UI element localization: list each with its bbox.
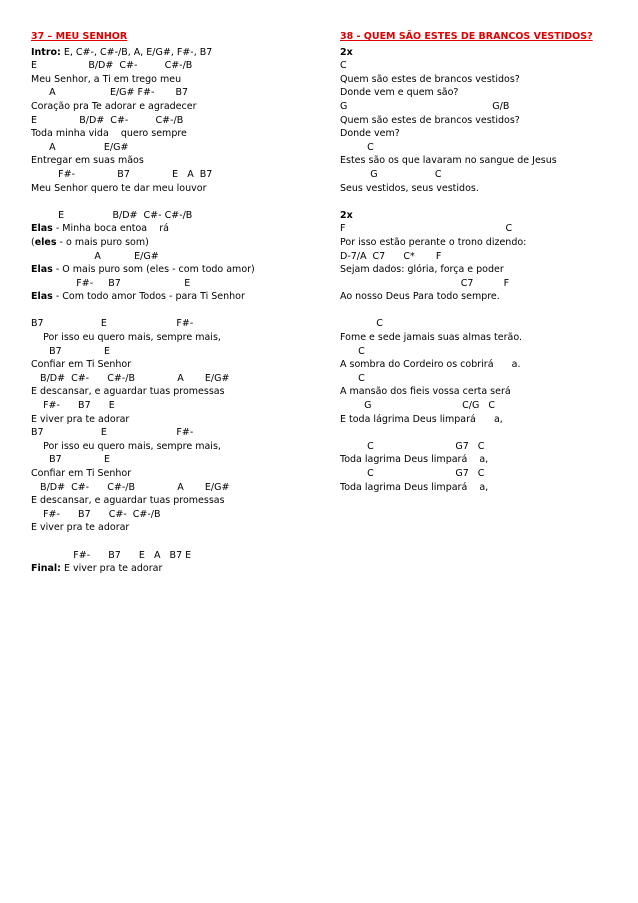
song-line: Por isso estão perante o trono dizendo: [340,236,527,248]
song-line: Por isso eu quero mais, sempre mais, [31,440,221,452]
song-line: Toda lagrima Deus limpará a, [340,481,489,493]
song-line: A E/G# F#- B7 [31,87,189,99]
song-line: Intro: E, C#-, C#-/B, A, E/G#, F#-, B7 [31,46,213,58]
song-line: F#- B7 E [31,277,191,289]
song-line: Final: E viver pra te adorar [31,563,163,575]
left-song-title: 37 – MEU SENHOR [31,31,128,42]
song-line: G C [340,168,442,180]
song-line: Meu Senhor, a Ti em trego meu [31,73,182,85]
song-line: Donde vem e quem são? [340,87,459,99]
song-line: Seus vestidos, seus vestidos. [340,182,479,194]
song-line [31,535,326,549]
song-line: E B/D# C#- C#-/B [31,114,184,126]
left-song-lines [31,46,326,576]
song-line: Toda lagrima Deus limpará a, [340,454,489,466]
song-line: A sombra do Cordeiro os cobrirá a. [340,359,521,371]
song-line: 2x [340,209,353,221]
song-line: Quem são estes de brancos vestidos? [340,73,520,85]
song-line: Elas - O mais puro som (eles - com todo amor) [31,264,255,276]
song-line: B7 E F#- [31,318,194,330]
song-line: C7 F [340,277,510,289]
right-song-column [340,30,630,494]
song-line: B/D# C#- C#-/B A E/G# [31,372,230,384]
song-line: F#- B7 C#- C#-/B [31,508,161,520]
song-line: Elas - Com todo amor Todos - para Ti Senhor [31,291,245,303]
song-line: B7 E [31,345,110,357]
song-line: C G7 C [340,468,485,479]
song-line: Ao nosso Deus Para todo sempre. [340,291,500,303]
song-line: C [340,345,365,357]
song-line: F C [340,223,513,235]
song-line: F#- B7 E A B7 [31,168,213,180]
song-line: B/D# C#- C#-/B A E/G# [31,481,230,493]
song-line [31,195,326,209]
song-line: Confiar em Ti Senhor [31,359,132,371]
song-line: 2x [340,46,353,58]
song-line: Coração pra Te adorar e agradecer [31,100,197,112]
song-line: B7 E F#- [31,427,194,439]
song-line: C [340,318,383,330]
song-line [340,426,630,440]
song-line: C [340,141,374,153]
song-line: G G/B [340,100,510,112]
song-line [31,304,326,318]
song-line: F#- B7 E A B7 E [31,549,192,561]
song-line: Estes são os que lavaram no sangue de Jesus [340,155,557,167]
song-line: D-7/A C7 C* F [340,250,442,262]
song-line: Sejam dados: glória, força e poder [340,264,504,276]
song-line: Confiar em Ti Senhor [31,468,132,479]
song-line: E descansar, e aguardar tuas promessas [31,495,225,507]
song-line: Donde vem? [340,128,400,140]
song-line: Quem são estes de brancos vestidos? [340,114,520,126]
song-line: E B/D# C#- C#-/B [31,60,193,72]
song-line: E B/D# C#- C#-/B [31,209,193,221]
left-song-column [31,30,326,576]
song-line [340,195,630,209]
song-line: A E/G# [31,250,159,262]
song-line: G C/G C [340,400,496,412]
song-line: Fome e sede jamais suas almas terão. [340,332,522,344]
song-line: Elas - Minha boca entoa rá [31,223,169,235]
song-line: E viver pra te adorar [31,413,130,425]
song-line: Entregar em suas mãos [31,155,144,167]
song-line: Meu Senhor quero te dar meu louvor [31,182,207,194]
right-song-title: 38 - QUEM SÃO ESTES DE BRANCOS VESTIDOS? [340,31,593,42]
right-song-lines [340,46,630,495]
song-line: Por isso eu quero mais, sempre mais, [31,332,221,344]
song-line: F#- B7 E [31,400,115,412]
song-line [340,304,630,318]
song-line: E viver pra te adorar [31,522,130,534]
song-line: E toda lágrima Deus limpará a, [340,413,503,425]
song-line: C [340,60,347,72]
song-line: C [340,372,365,384]
song-line: Toda minha vida quero sempre [31,128,187,140]
song-line: C G7 C [340,440,485,452]
song-line: B7 E [31,454,110,466]
song-line: A mansão dos fieis vossa certa será [340,386,511,398]
song-line: E descansar, e aguardar tuas promessas [31,386,225,398]
song-line: (eles - o mais puro som) [31,236,149,248]
song-line: A E/G# [31,141,129,153]
